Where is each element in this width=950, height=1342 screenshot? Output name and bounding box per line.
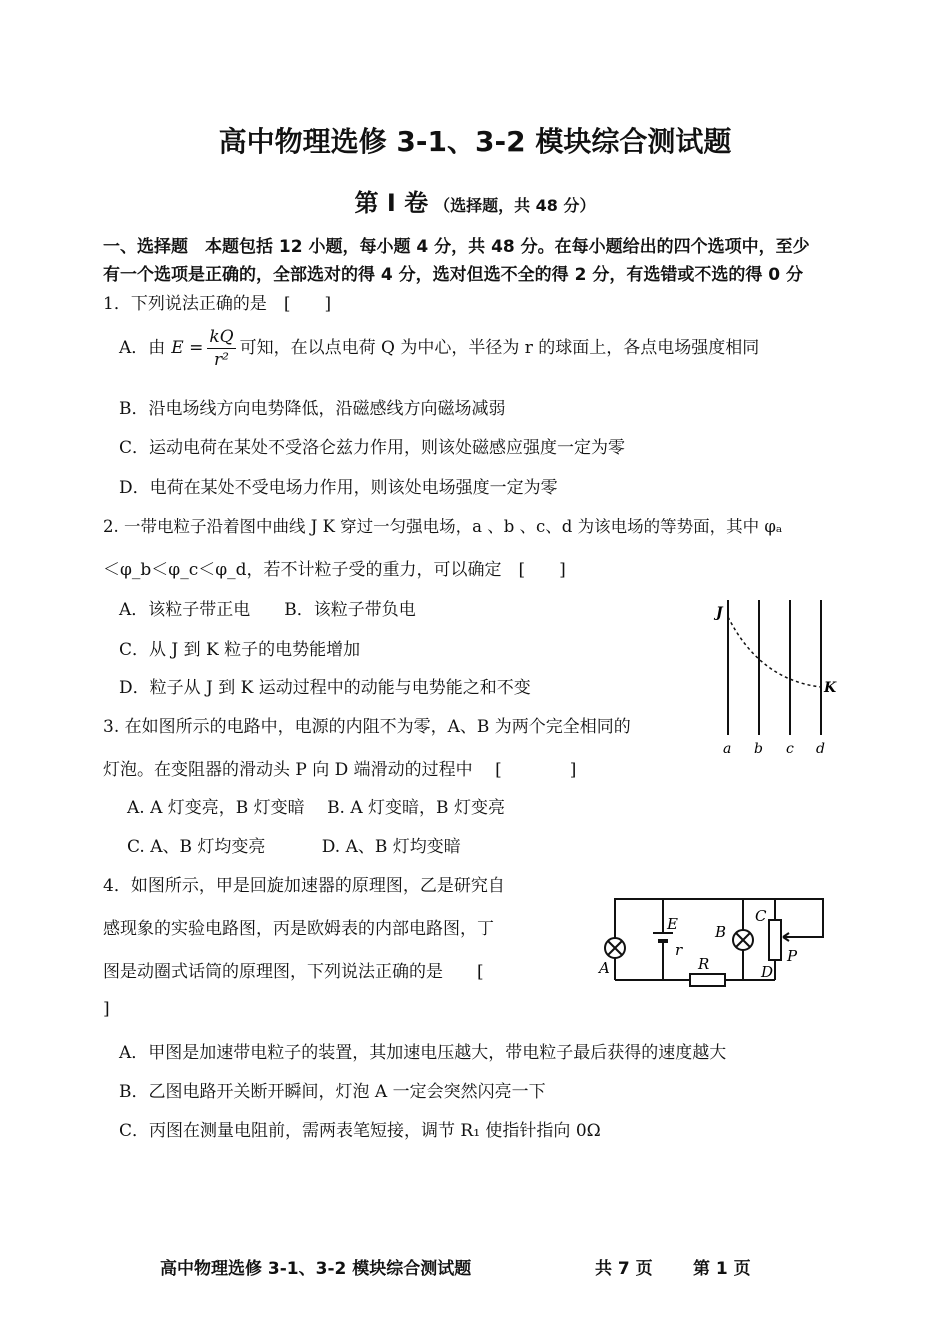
q1-formula-denominator: r² <box>213 350 229 370</box>
label-a: a <box>723 741 732 757</box>
section-instruction-line2: 有一个选项是正确的，全部选对的得 4 分，选对但选不全的得 2 分，有选错或不选的得 0 分 <box>103 265 803 285</box>
label-lamp-b: B <box>715 923 727 941</box>
q2-option-d: D．粒子从 J 到 K 运动过程中的动能与电势能之和不变 <box>119 678 531 698</box>
q3-options-cd: C. A、B 灯均变亮 D. A、B 灯均变暗 <box>127 837 461 857</box>
q1-stem: 1．下列说法正确的是 [ ] <box>103 294 332 314</box>
q1-option-a-prefix: A．由 <box>119 338 166 358</box>
q4-option-c: C．丙图在测量电阻前，需两表笔短接，调节 R₁ 使指针指向 0Ω <box>119 1121 601 1141</box>
label-b: b <box>754 741 763 757</box>
q4-option-b: B．乙图电路开关断开瞬间，灯泡 A 一定会突然闪亮一下 <box>119 1082 546 1102</box>
q4-stem-line3: 图是动圈式话筒的原理图，下列说法正确的是 [ <box>103 962 484 982</box>
q1-option-d: D．电荷在某处不受电场力作用，则该处电场强度一定为零 <box>119 478 558 498</box>
q3-stem-line2: 灯泡。在变阻器的滑动头 P 向 D 端滑动的过程中 [ ] <box>103 760 577 780</box>
q4-stem-line1: 4．如图所示，甲是回旋加速器的原理图，乙是研究自 <box>103 876 505 896</box>
page-title: 高中物理选修 3-1、3-2 模块综合测试题 <box>218 125 732 158</box>
footer-total-pages: 共 7 页 <box>595 1259 653 1279</box>
circuit-figure <box>595 885 835 995</box>
volume-heading <box>0 183 950 218</box>
label-d: d <box>816 741 825 757</box>
label-j: J <box>716 605 723 621</box>
q1-option-a <box>119 326 759 371</box>
q1-option-c: C．运动电荷在某处不受洛仑兹力作用，则该处磁感应强度一定为零 <box>119 438 626 458</box>
q4-stem-line2: 感现象的实验电路图，丙是欧姆表的内部电路图，丁 <box>103 919 494 939</box>
q2-stem-line1: 2. 一带电粒子沿着图中曲线 J K 穿过一匀强电场，a 、b 、c、d 为该电场的等势面，其中 φₐ <box>103 517 783 536</box>
resistor-r-icon <box>690 974 725 986</box>
q4-stem-line4: ] <box>103 999 110 1019</box>
label-resistor-r: R <box>698 955 710 973</box>
q1-option-a-suffix: 可知，在以点电荷 Q 为中心，半径为 r 的球面上，各点电场强度相同 <box>239 338 760 358</box>
volume-note: （选择题，共 48 分） <box>434 196 596 215</box>
label-r-internal: r <box>675 941 683 959</box>
label-k: K <box>824 680 837 696</box>
label-e: E <box>667 915 678 933</box>
q3-stem-line1: 3. 在如图所示的电路中，电源的内阻不为零，A、B 为两个完全相同的 <box>103 717 631 737</box>
equipotential-figure <box>710 595 840 760</box>
volume-label: 第 Ⅰ 卷 <box>354 189 429 217</box>
label-p-slider: P <box>787 947 798 965</box>
section-instruction-line1: 一、选择题 本题包括 12 小题，每小题 4 分，共 48 分。在每小题给出的四个选项中，至少 <box>103 237 810 257</box>
footer-title: 高中物理选修 3-1、3-2 模块综合测试题 <box>160 1259 472 1279</box>
trajectory-curve <box>728 617 821 687</box>
q1-formula-fraction <box>207 326 235 371</box>
label-lamp-a: A <box>599 959 610 977</box>
q1-formula-numerator: kQ <box>209 327 234 347</box>
q1-option-b: B．沿电场线方向电势降低，沿磁感线方向磁场减弱 <box>119 399 506 419</box>
rheostat-icon <box>769 920 781 960</box>
q1-formula-lhs: E = <box>171 338 204 358</box>
q2-options-ab: A．该粒子带正电 B．该粒子带负电 <box>119 600 416 620</box>
footer-page-number: 第 1 页 <box>693 1259 751 1279</box>
q3-options-ab: A. A 灯变亮，B 灯变暗 B. A 灯变暗，B 灯变亮 <box>127 798 505 818</box>
label-c-terminal: C <box>755 907 767 925</box>
q2-stem-line2: ＜φ_b＜φ_c＜φ_d，若不计粒子受的重力，可以确定 [ ] <box>103 560 566 580</box>
label-c: c <box>786 741 794 757</box>
label-d-terminal: D <box>761 963 774 981</box>
q2-option-c: C．从 J 到 K 粒子的电势能增加 <box>119 640 361 660</box>
q4-option-a: A．甲图是加速带电粒子的装置，其加速电压越大，带电粒子最后获得的速度越大 <box>119 1043 727 1063</box>
